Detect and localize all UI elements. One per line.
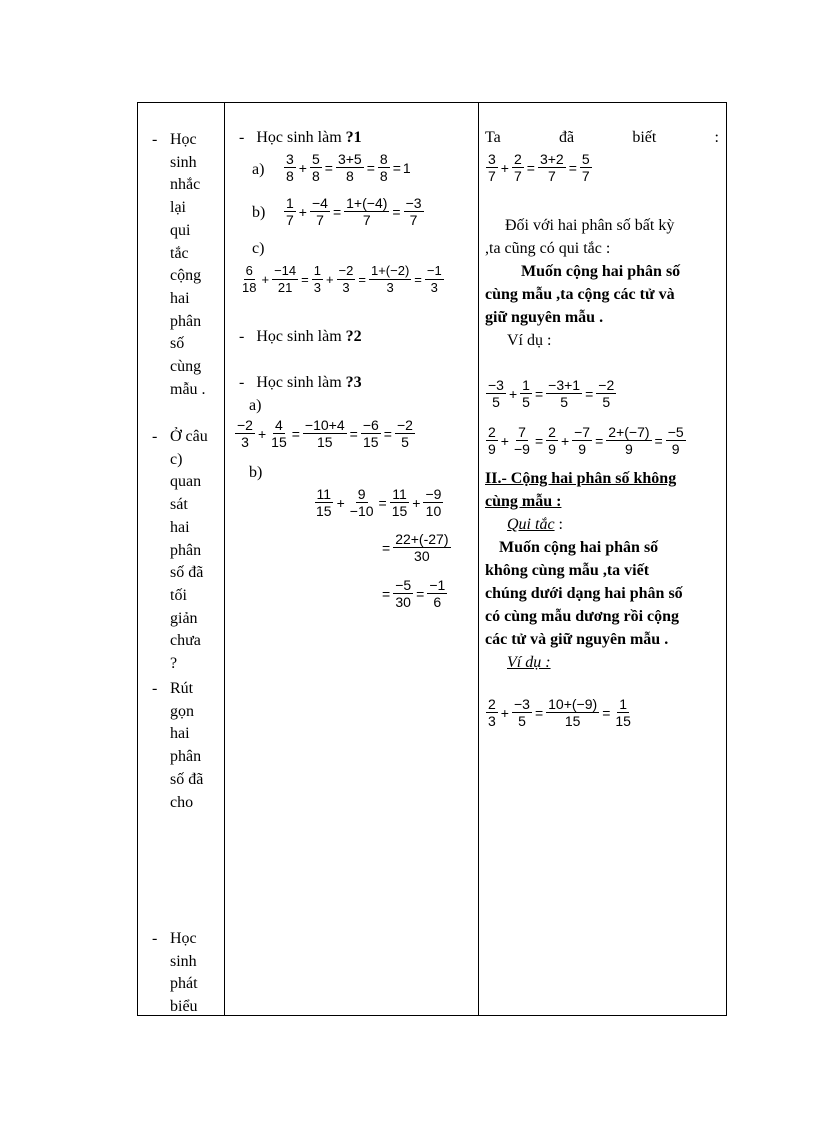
operator: +	[508, 385, 518, 402]
numerator: 22+(-27)	[395, 531, 449, 547]
fraction	[312, 263, 323, 296]
numerator: 7	[518, 424, 526, 440]
example-equation-3	[485, 696, 634, 729]
bullet: -	[152, 428, 158, 445]
fraction	[344, 195, 389, 228]
denominator: 15	[363, 434, 379, 450]
word: số đã	[170, 770, 204, 788]
operator: =	[526, 159, 535, 176]
numerator: −3	[513, 696, 530, 712]
word: Học	[170, 930, 197, 947]
fraction	[269, 417, 289, 450]
bullet: -	[239, 374, 245, 391]
denominator: 18	[242, 280, 257, 295]
numerator: −7	[574, 424, 591, 440]
operator: =	[332, 203, 342, 220]
operator: =	[534, 432, 544, 449]
fraction	[666, 424, 686, 457]
rule-text: cùng mẫu ,ta cộng các tử và	[485, 286, 675, 303]
denominator: 3	[241, 434, 249, 450]
denominator: 9	[578, 441, 586, 457]
word: c)	[170, 450, 183, 468]
numerator: 2	[488, 696, 496, 712]
operator: +	[336, 494, 345, 511]
denominator: 8	[311, 168, 320, 184]
heading-text: Học sinh làm	[256, 374, 346, 391]
part-a-label: a)	[252, 161, 265, 178]
student-work-column	[225, 103, 478, 1015]
numerator: −6	[362, 417, 379, 433]
denominator: 15	[391, 503, 408, 519]
operator: =	[414, 272, 422, 287]
operator: =	[595, 432, 604, 449]
bullet: -	[239, 129, 245, 146]
denominator: 9	[625, 441, 633, 457]
operator: =	[382, 585, 391, 602]
numerator: −3	[405, 195, 422, 211]
denominator: 7	[286, 212, 294, 228]
numerator: −2	[237, 417, 253, 433]
denominator: 5	[522, 394, 530, 410]
denominator: 8	[345, 168, 354, 184]
fraction	[486, 151, 498, 184]
numerator: 1	[313, 263, 321, 278]
operator: +	[261, 272, 270, 287]
part-b-label: b)	[249, 464, 263, 481]
word: mẫu .	[170, 380, 206, 398]
fraction	[404, 195, 424, 228]
exercise-3-heading	[239, 374, 362, 392]
denominator: 6	[433, 594, 442, 610]
equation-1b	[283, 195, 425, 228]
fraction	[272, 263, 298, 296]
operator: +	[412, 494, 421, 511]
fraction	[486, 424, 498, 457]
denominator: 15	[615, 713, 631, 729]
denominator: 7	[547, 168, 556, 184]
denominator: 5	[602, 394, 611, 410]
denominator: 9	[488, 441, 496, 457]
equation-1a	[283, 151, 411, 184]
equation-1c	[239, 263, 445, 296]
operator: =	[534, 704, 544, 721]
denominator: 15	[271, 434, 287, 450]
denominator: 5	[401, 434, 409, 450]
word: phân	[170, 312, 202, 330]
fraction	[310, 195, 330, 228]
operator: +	[500, 432, 509, 449]
numerator: −4	[311, 195, 328, 211]
lesson-content-column	[479, 103, 728, 1015]
denominator: −9	[513, 441, 530, 457]
numerator: 8	[379, 151, 388, 167]
operator: +	[298, 203, 307, 220]
numerator: −9	[425, 486, 442, 502]
word: ?	[170, 655, 178, 673]
numerator: 2	[548, 424, 556, 440]
question-label: ?2	[345, 328, 362, 345]
operator: =	[358, 272, 366, 287]
fraction	[314, 486, 334, 519]
denominator: 30	[395, 594, 411, 610]
exercise-2-heading	[239, 328, 362, 346]
operator: +	[325, 272, 334, 287]
fraction	[284, 151, 296, 184]
operator: +	[500, 704, 509, 721]
bullet: -	[152, 680, 158, 697]
section-heading: cùng mẫu :	[485, 493, 562, 510]
fraction	[546, 424, 558, 457]
fraction	[572, 424, 592, 457]
fraction	[378, 151, 390, 184]
fraction	[310, 151, 322, 184]
word: phân	[170, 541, 202, 559]
numerator: −3	[488, 377, 504, 393]
word: Rút	[170, 680, 194, 697]
denominator: 9	[548, 441, 556, 457]
operator: =	[382, 539, 391, 556]
denominator: 5	[492, 394, 500, 410]
equation-3b-line2	[380, 531, 452, 564]
word: sát	[170, 496, 188, 514]
fraction	[580, 151, 592, 184]
operator: +	[500, 159, 509, 176]
numerator: −2	[338, 263, 354, 278]
numerator: −10+4	[304, 417, 345, 433]
operator: =	[324, 159, 333, 176]
word: chưa	[170, 632, 201, 650]
fraction	[613, 696, 633, 729]
rule-text: Muốn cộng hai phân số	[499, 539, 659, 556]
numerator: 2	[488, 424, 496, 440]
operator: =	[585, 385, 594, 402]
activity-item-3	[170, 678, 203, 814]
fraction	[606, 424, 651, 457]
fraction	[538, 151, 566, 184]
numerator: −1	[426, 263, 442, 278]
word: số đã	[170, 564, 204, 582]
part-a-label: a)	[249, 397, 262, 414]
known-equation	[485, 151, 593, 184]
activity-item-1	[170, 129, 206, 401]
student-activity-column	[138, 103, 224, 1015]
denominator: 5	[560, 394, 568, 410]
fraction	[395, 417, 415, 450]
fraction	[596, 377, 616, 410]
fraction	[240, 263, 258, 296]
word: phân	[170, 748, 202, 766]
lesson-table	[137, 102, 727, 1016]
word: số	[170, 335, 185, 353]
equation-3a	[234, 417, 416, 450]
word: cộng	[170, 267, 202, 285]
fraction	[284, 195, 296, 228]
word: Ở câu	[170, 428, 208, 445]
denominator: 7	[316, 212, 324, 228]
word: Học	[170, 131, 197, 148]
heading-text: Học sinh làm	[256, 129, 346, 146]
denominator: 9	[671, 441, 680, 457]
denominator: 5	[518, 713, 526, 729]
operator: =	[301, 272, 309, 287]
denominator: 10	[425, 503, 442, 519]
fraction	[423, 486, 443, 519]
word: hai	[170, 725, 190, 743]
numerator: 3+2	[539, 151, 564, 167]
fraction	[393, 531, 450, 564]
heading-text: Học sinh làm	[256, 328, 346, 345]
fraction	[393, 577, 413, 610]
operator: =	[602, 704, 611, 721]
fraction	[512, 424, 532, 457]
fraction	[235, 417, 255, 450]
fraction	[348, 486, 376, 519]
numerator: 1	[286, 195, 294, 211]
denominator: 8	[286, 168, 294, 184]
numerator: −2	[396, 417, 413, 433]
operator: +	[560, 432, 570, 449]
rule-text: chúng dưới dạng hai phân số	[485, 585, 683, 602]
rule-label: Qui tắc	[507, 516, 555, 533]
numerator: 2	[513, 151, 522, 167]
denominator: 8	[379, 168, 388, 184]
word: tối	[170, 586, 187, 604]
numerator: 3	[488, 151, 496, 167]
word: tắc	[170, 244, 189, 262]
fraction	[361, 417, 381, 450]
numerator: 5	[311, 151, 320, 167]
denominator: 3	[386, 280, 394, 295]
denominator: 3	[488, 713, 496, 729]
numerator: 2+(−7)	[608, 424, 650, 440]
fraction	[337, 263, 356, 296]
equation-3b-line1	[313, 486, 444, 519]
denominator: 7	[409, 212, 418, 228]
operator: =	[383, 425, 392, 442]
fraction	[369, 263, 411, 296]
operator: =	[378, 494, 387, 511]
word: Ta	[485, 129, 501, 146]
word: nhắc	[170, 176, 201, 194]
rule-text: Muốn cộng hai phân số	[521, 263, 681, 280]
numerator: 4	[275, 417, 283, 433]
operator: =	[366, 159, 375, 176]
rule-text: không cùng mẫu ,ta viết	[485, 562, 650, 579]
word: cho	[170, 793, 194, 811]
fraction	[486, 377, 506, 410]
rule-text: các tử và giữ nguyên mẫu .	[485, 631, 669, 648]
equation-3b-line3	[380, 577, 448, 610]
part-b-label: b)	[252, 204, 266, 221]
operator: =	[534, 385, 544, 402]
fraction	[546, 696, 599, 729]
denominator: 7	[488, 168, 496, 184]
denominator: 7	[513, 168, 522, 184]
numerator: −1	[429, 577, 446, 593]
denominator: 15	[564, 713, 581, 729]
numerator: 1+(−4)	[346, 195, 388, 211]
numerator: −5	[395, 577, 412, 593]
intro-text: ,ta cũng có qui tắc :	[485, 240, 611, 257]
denominator: 3	[430, 280, 438, 295]
numerator: 5	[581, 151, 590, 167]
word: sinh	[170, 952, 197, 970]
word: biểu	[170, 998, 198, 1016]
operator: =	[392, 159, 401, 176]
numerator: 9	[357, 486, 366, 502]
denominator: 3	[342, 280, 350, 295]
denominator: 21	[277, 280, 293, 295]
denominator: 3	[313, 280, 321, 295]
denominator: −10	[349, 503, 374, 519]
numerator: −14	[274, 263, 297, 278]
numerator: 11	[392, 486, 407, 502]
denominator: 30	[414, 548, 430, 564]
fraction	[520, 377, 532, 410]
numerator: 3+5	[337, 151, 362, 167]
operator: =	[654, 432, 663, 449]
example-label: Ví dụ :	[507, 654, 551, 671]
numerator: 1	[522, 377, 530, 393]
word: hai	[170, 518, 190, 536]
fraction	[425, 263, 444, 296]
operator: =	[568, 159, 577, 176]
operator: =	[392, 203, 401, 220]
activity-item-2	[170, 426, 208, 676]
numerator: −3+1	[548, 377, 581, 393]
word: quan	[170, 473, 202, 491]
example-equation-1	[485, 377, 617, 410]
word: cùng	[170, 358, 202, 376]
bullet: -	[152, 930, 158, 947]
fraction	[512, 151, 524, 184]
denominator: 15	[316, 503, 332, 519]
question-label: ?1	[345, 129, 362, 146]
result: 1	[402, 159, 411, 176]
numerator: 10+(−9)	[548, 696, 598, 712]
numerator: 1	[619, 696, 628, 712]
word: qui	[170, 221, 191, 239]
operator: +	[298, 159, 307, 176]
word: :	[714, 129, 719, 146]
rule-label-line	[507, 516, 563, 534]
denominator: 7	[581, 168, 590, 184]
fraction	[427, 577, 447, 610]
operator: =	[349, 425, 358, 442]
operator: =	[291, 425, 300, 442]
word: gọn	[170, 702, 194, 720]
operator: =	[416, 585, 425, 602]
fraction	[390, 486, 410, 519]
activity-item-4	[170, 928, 198, 1019]
intro-text: Đối với hai phân số bất kỳ	[505, 217, 675, 234]
word: phát	[170, 975, 198, 993]
rule-text: có cùng mẫu dương rồi cộng	[485, 608, 680, 625]
numerator: −5	[667, 424, 684, 440]
word: sinh	[170, 153, 197, 171]
fraction	[486, 696, 498, 729]
fraction	[512, 696, 532, 729]
word: đã	[558, 129, 575, 146]
denominator: 15	[316, 434, 333, 450]
fraction	[336, 151, 364, 184]
section-heading: II.- Cộng hai phân số không	[485, 470, 677, 487]
denominator: 7	[362, 212, 371, 228]
numerator: 3	[286, 151, 294, 167]
numerator: 6	[245, 263, 253, 278]
example-equation-2	[485, 424, 687, 457]
bullet: -	[239, 328, 245, 345]
word: biết	[632, 129, 657, 146]
fraction	[546, 377, 582, 410]
part-c-label: c)	[252, 240, 265, 257]
exercise-1-heading	[239, 129, 362, 147]
bullet: -	[152, 131, 158, 148]
example-label: Ví dụ :	[507, 332, 552, 349]
numerator: −2	[598, 377, 615, 393]
numerator: 11	[316, 486, 332, 502]
word: hai	[170, 289, 190, 307]
question-label: ?3	[345, 374, 362, 391]
known-intro	[485, 129, 719, 147]
word: lại	[170, 199, 186, 217]
word: giản	[170, 609, 198, 627]
rule-text: giữ nguyên mẫu .	[485, 309, 604, 326]
rule-colon: :	[554, 516, 563, 533]
numerator: 1+(−2)	[370, 263, 410, 278]
operator: +	[257, 425, 267, 442]
fraction	[303, 417, 347, 450]
